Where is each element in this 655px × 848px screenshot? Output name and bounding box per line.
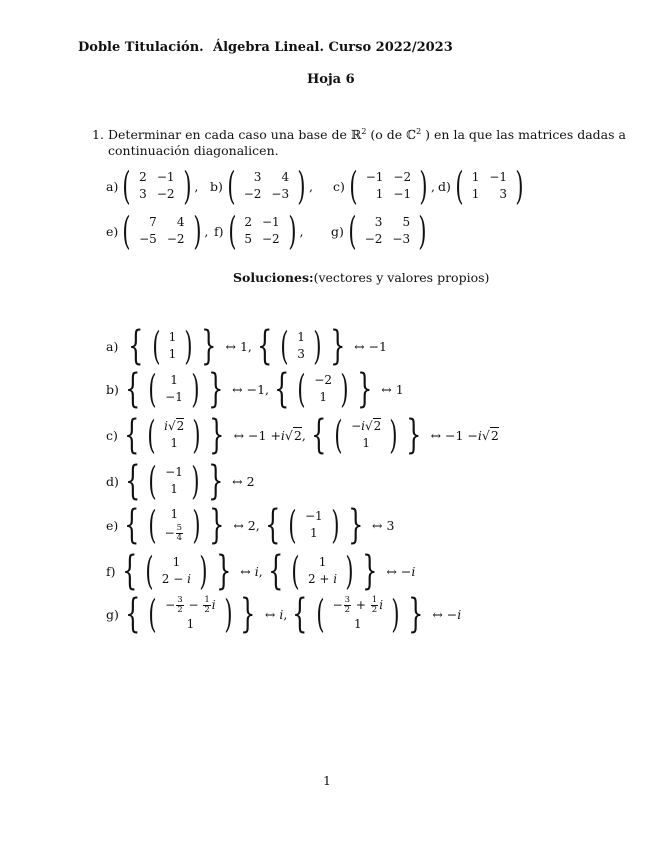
matrix-g: g) ( 3 5 −2 −3 ) [331, 209, 427, 253]
solution-g: g) { ( − $\frac{3}{2}$ − $\frac{1}{2}$ i 1 ) } ↔ i , { ( − $\frac{3}{2}$ + $\frac{1}{2}$ i 1 ) } ↔ − i [106, 591, 462, 637]
solution-c: c) { ( i√2 1 ) } ↔ −1 + i √ 2 , { ( −i√2 1 ) } ↔ −1 − i √ 2 [106, 412, 499, 458]
problem-line-2: continuación diagonalicen. [108, 143, 279, 158]
solution-a: a) { ( 1 1 ) } ↔ 1, { ( 1 3 ) } ↔ −1 [106, 323, 388, 369]
page-number: 1 [323, 773, 331, 788]
matrix-c: c) ( −1 −2 1 −1 ) , [333, 164, 435, 208]
problem-line-1: Determinar en cada caso una base de ℝ$^2$ (o de ℂ$^2$ ) en la que las matrices dadas a [108, 127, 626, 143]
matrix-a: a) ( 2 −1 3 −2 ) , [106, 164, 199, 208]
header-left: Doble Titulación. [78, 40, 204, 55]
sheet-title: Hoja 6 [307, 72, 355, 87]
solution-b: b) { ( 1 −1 ) } ↔ −1, { ( −2 1 ) } ↔ 1 [106, 366, 404, 412]
matrix-b: b) ( 3 4 −2 −3 ) , [210, 164, 313, 208]
solution-e: e) { ( 1 − $\frac{5}{4}$ ) } ↔ 2, { ( −1 1 ) } ↔ 3 [106, 502, 395, 548]
problem-number: 1. [92, 127, 104, 142]
solutions-heading: Soluciones:(vectores y valores propios) [233, 270, 490, 285]
solution-d: d) { ( −1 1 ) } ↔ 2 [106, 458, 255, 504]
header-right: Álgebra Lineal. Curso 2022/2023 [213, 40, 453, 55]
matrix-f: f) ( 2 −1 5 −2 ) , [214, 209, 304, 253]
matrix-d: d) ( 1 −1 1 3 ) [438, 164, 524, 208]
matrix-e: e) ( 7 4 −5 −2 ) , [106, 209, 209, 253]
solution-f: f) { ( 1 2 − i ) } ↔ i , { ( 1 2 + i ) } ↔ − i [106, 548, 416, 594]
